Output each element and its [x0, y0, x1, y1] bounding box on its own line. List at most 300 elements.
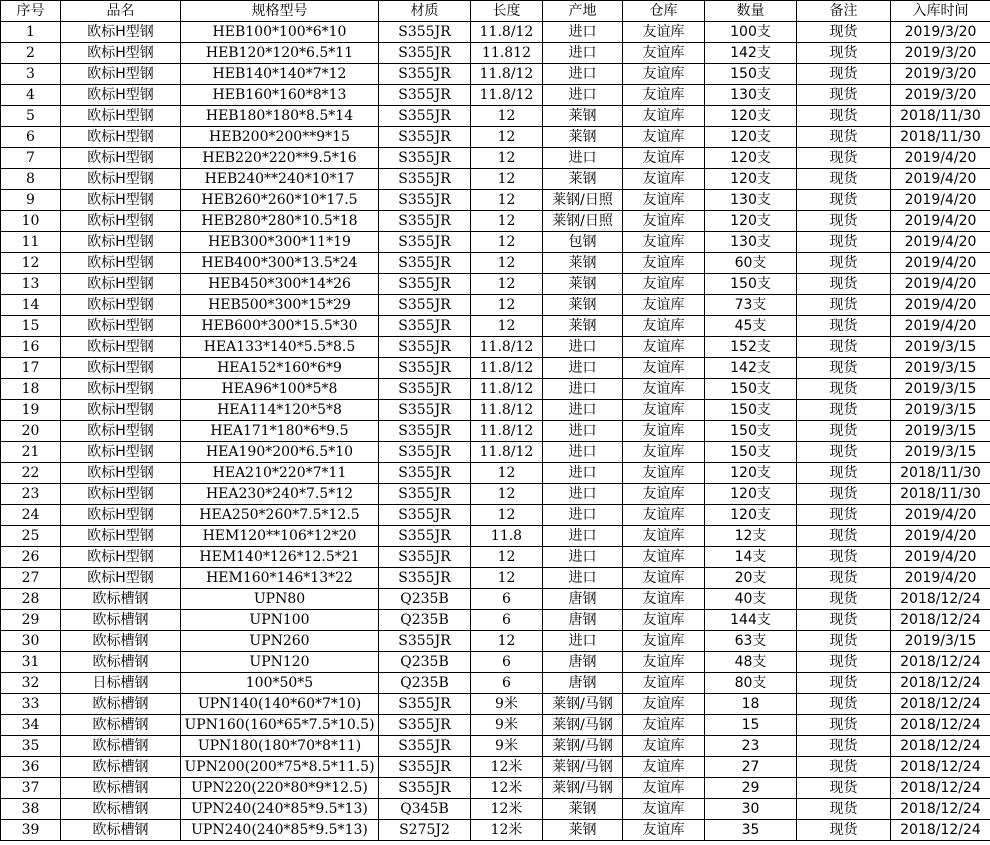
table-row	[1, 64, 990, 85]
cell-material: S355JR	[379, 22, 471, 43]
cell-date: 2018/12/24	[891, 757, 990, 778]
cell-length: 12米	[471, 757, 543, 778]
cell-origin: 进口	[543, 568, 623, 589]
cell-spec: HEA230*240*7.5*12	[181, 484, 379, 505]
cell-remark: 现货	[797, 127, 891, 148]
cell-warehouse: 友谊库	[623, 295, 705, 316]
cell-warehouse: 友谊库	[623, 22, 705, 43]
cell-quantity: 150支	[705, 274, 797, 295]
cell-warehouse: 友谊库	[623, 106, 705, 127]
cell-material: S355JR	[379, 547, 471, 568]
cell-length: 11.812	[471, 43, 543, 64]
cell-length: 12米	[471, 778, 543, 799]
table-row	[1, 736, 990, 757]
table-row	[1, 673, 990, 694]
cell-material: S355JR	[379, 421, 471, 442]
cell-remark: 现货	[797, 295, 891, 316]
cell-name: 欧标H型钢	[61, 568, 181, 589]
cell-remark: 现货	[797, 463, 891, 484]
cell-remark: 现货	[797, 484, 891, 505]
cell-warehouse: 友谊库	[623, 568, 705, 589]
cell-name: 欧标槽钢	[61, 631, 181, 652]
cell-remark: 现货	[797, 673, 891, 694]
cell-remark: 现货	[797, 421, 891, 442]
table-row	[1, 547, 990, 568]
cell-quantity: 142支	[705, 43, 797, 64]
cell-material: S355JR	[379, 85, 471, 106]
cell-name: 欧标H型钢	[61, 337, 181, 358]
cell-quantity: 120支	[705, 211, 797, 232]
cell-no: 12	[1, 253, 61, 274]
cell-spec: HEM160*146*13*22	[181, 568, 379, 589]
cell-quantity: 120支	[705, 505, 797, 526]
cell-date: 2019/3/20	[891, 43, 990, 64]
table-row	[1, 379, 990, 400]
cell-name: 欧标槽钢	[61, 715, 181, 736]
table-row	[1, 22, 990, 43]
cell-name: 欧标槽钢	[61, 694, 181, 715]
cell-origin: 进口	[543, 484, 623, 505]
cell-length: 12	[471, 295, 543, 316]
cell-length: 12米	[471, 799, 543, 820]
cell-spec: HEB220*220**9.5*16	[181, 148, 379, 169]
cell-no: 7	[1, 148, 61, 169]
header-length: 长度	[471, 1, 543, 22]
cell-origin: 进口	[543, 379, 623, 400]
cell-no: 29	[1, 610, 61, 631]
cell-date: 2019/4/20	[891, 148, 990, 169]
cell-length: 11.8/12	[471, 442, 543, 463]
table-row	[1, 43, 990, 64]
cell-origin: 莱钢	[543, 274, 623, 295]
cell-warehouse: 友谊库	[623, 232, 705, 253]
cell-spec: HEB120*120*6.5*11	[181, 43, 379, 64]
cell-quantity: 130支	[705, 85, 797, 106]
cell-material: S355JR	[379, 295, 471, 316]
cell-origin: 莱钢	[543, 295, 623, 316]
cell-warehouse: 友谊库	[623, 253, 705, 274]
cell-no: 30	[1, 631, 61, 652]
cell-origin: 进口	[543, 547, 623, 568]
cell-date: 2018/11/30	[891, 463, 990, 484]
cell-length: 6	[471, 589, 543, 610]
cell-remark: 现货	[797, 589, 891, 610]
cell-material: S355JR	[379, 106, 471, 127]
cell-warehouse: 友谊库	[623, 526, 705, 547]
cell-length: 11.8/12	[471, 379, 543, 400]
header-name: 品名	[61, 1, 181, 22]
cell-no: 8	[1, 169, 61, 190]
cell-date: 2019/3/15	[891, 379, 990, 400]
cell-material: S355JR	[379, 274, 471, 295]
cell-origin: 进口	[543, 442, 623, 463]
cell-no: 4	[1, 85, 61, 106]
cell-spec: HEB200*200**9*15	[181, 127, 379, 148]
cell-date: 2018/11/30	[891, 484, 990, 505]
cell-no: 24	[1, 505, 61, 526]
cell-spec: UPN100	[181, 610, 379, 631]
cell-date: 2019/3/15	[891, 421, 990, 442]
cell-material: Q235B	[379, 610, 471, 631]
cell-quantity: 120支	[705, 484, 797, 505]
cell-length: 12	[471, 505, 543, 526]
cell-origin: 唐钢	[543, 652, 623, 673]
table-row	[1, 148, 990, 169]
cell-material: S355JR	[379, 190, 471, 211]
cell-origin: 莱钢	[543, 820, 623, 841]
cell-warehouse: 友谊库	[623, 400, 705, 421]
cell-origin: 进口	[543, 358, 623, 379]
table-row	[1, 631, 990, 652]
cell-no: 13	[1, 274, 61, 295]
cell-quantity: 150支	[705, 442, 797, 463]
cell-length: 11.8/12	[471, 337, 543, 358]
cell-spec: HEA152*160*6*9	[181, 358, 379, 379]
cell-no: 11	[1, 232, 61, 253]
cell-quantity: 130支	[705, 232, 797, 253]
cell-origin: 唐钢	[543, 673, 623, 694]
cell-remark: 现货	[797, 757, 891, 778]
cell-length: 9米	[471, 715, 543, 736]
cell-quantity: 23	[705, 736, 797, 757]
cell-origin: 进口	[543, 148, 623, 169]
cell-date: 2018/12/24	[891, 799, 990, 820]
cell-remark: 现货	[797, 526, 891, 547]
cell-origin: 唐钢	[543, 589, 623, 610]
cell-origin: 莱钢	[543, 127, 623, 148]
cell-warehouse: 友谊库	[623, 799, 705, 820]
cell-warehouse: 友谊库	[623, 736, 705, 757]
cell-warehouse: 友谊库	[623, 631, 705, 652]
cell-spec: HEB260*260*10*17.5	[181, 190, 379, 211]
cell-spec: HEA133*140*5.5*8.5	[181, 337, 379, 358]
cell-origin: 莱钢/马钢	[543, 694, 623, 715]
cell-spec: HEB100*100*6*10	[181, 22, 379, 43]
cell-material: S355JR	[379, 694, 471, 715]
cell-no: 32	[1, 673, 61, 694]
cell-material: S355JR	[379, 505, 471, 526]
cell-name: 欧标槽钢	[61, 589, 181, 610]
cell-length: 6	[471, 610, 543, 631]
cell-date: 2018/12/24	[891, 610, 990, 631]
cell-material: S355JR	[379, 148, 471, 169]
cell-spec: HEB140*140*7*12	[181, 64, 379, 85]
cell-date: 2018/12/24	[891, 820, 990, 841]
cell-quantity: 45支	[705, 316, 797, 337]
cell-length: 12	[471, 316, 543, 337]
cell-remark: 现货	[797, 505, 891, 526]
cell-date: 2018/12/24	[891, 694, 990, 715]
table-row	[1, 505, 990, 526]
cell-quantity: 35	[705, 820, 797, 841]
cell-no: 16	[1, 337, 61, 358]
cell-name: 欧标H型钢	[61, 505, 181, 526]
cell-remark: 现货	[797, 358, 891, 379]
cell-quantity: 150支	[705, 379, 797, 400]
cell-date: 2019/4/20	[891, 253, 990, 274]
cell-no: 10	[1, 211, 61, 232]
header-spec: 规格型号	[181, 1, 379, 22]
cell-remark: 现货	[797, 379, 891, 400]
cell-remark: 现货	[797, 736, 891, 757]
cell-name: 欧标H型钢	[61, 442, 181, 463]
table-row	[1, 757, 990, 778]
cell-material: S355JR	[379, 400, 471, 421]
cell-length: 12	[471, 463, 543, 484]
table-row	[1, 799, 990, 820]
table-row	[1, 127, 990, 148]
cell-warehouse: 友谊库	[623, 757, 705, 778]
cell-warehouse: 友谊库	[623, 379, 705, 400]
cell-material: S355JR	[379, 253, 471, 274]
cell-date: 2018/12/24	[891, 778, 990, 799]
cell-spec: HEA210*220*7*11	[181, 463, 379, 484]
cell-length: 12米	[471, 820, 543, 841]
cell-spec: UPN220(220*80*9*12.5)	[181, 778, 379, 799]
table-row	[1, 526, 990, 547]
cell-remark: 现货	[797, 652, 891, 673]
cell-length: 11.8/12	[471, 64, 543, 85]
cell-date: 2018/12/24	[891, 736, 990, 757]
cell-length: 9米	[471, 736, 543, 757]
cell-spec: UPN260	[181, 631, 379, 652]
cell-date: 2019/4/20	[891, 526, 990, 547]
table-body	[1, 22, 990, 841]
cell-origin: 进口	[543, 400, 623, 421]
cell-remark: 现货	[797, 610, 891, 631]
cell-length: 12	[471, 631, 543, 652]
cell-quantity: 120支	[705, 148, 797, 169]
cell-material: S355JR	[379, 757, 471, 778]
cell-no: 26	[1, 547, 61, 568]
cell-warehouse: 友谊库	[623, 820, 705, 841]
cell-origin: 进口	[543, 64, 623, 85]
cell-remark: 现货	[797, 568, 891, 589]
cell-quantity: 150支	[705, 421, 797, 442]
table-row	[1, 694, 990, 715]
header-warehouse: 仓库	[623, 1, 705, 22]
cell-spec: UPN240(240*85*9.5*13)	[181, 799, 379, 820]
cell-material: Q235B	[379, 673, 471, 694]
cell-material: S355JR	[379, 715, 471, 736]
cell-remark: 现货	[797, 547, 891, 568]
cell-origin: 进口	[543, 526, 623, 547]
cell-warehouse: 友谊库	[623, 547, 705, 568]
cell-material: S355JR	[379, 568, 471, 589]
table-row	[1, 169, 990, 190]
table-row	[1, 337, 990, 358]
cell-quantity: 29	[705, 778, 797, 799]
cell-quantity: 20支	[705, 568, 797, 589]
cell-warehouse: 友谊库	[623, 85, 705, 106]
cell-length: 11.8/12	[471, 400, 543, 421]
cell-material: Q235B	[379, 589, 471, 610]
cell-spec: HEA96*100*5*8	[181, 379, 379, 400]
cell-material: S355JR	[379, 736, 471, 757]
cell-warehouse: 友谊库	[623, 463, 705, 484]
cell-material: S355JR	[379, 463, 471, 484]
cell-warehouse: 友谊库	[623, 442, 705, 463]
cell-no: 9	[1, 190, 61, 211]
cell-material: S355JR	[379, 211, 471, 232]
cell-no: 37	[1, 778, 61, 799]
cell-warehouse: 友谊库	[623, 778, 705, 799]
cell-no: 14	[1, 295, 61, 316]
cell-remark: 现货	[797, 43, 891, 64]
cell-spec: HEB240**240*10*17	[181, 169, 379, 190]
cell-material: S355JR	[379, 358, 471, 379]
cell-warehouse: 友谊库	[623, 148, 705, 169]
cell-warehouse: 友谊库	[623, 64, 705, 85]
cell-material: S355JR	[379, 316, 471, 337]
cell-material: S355JR	[379, 64, 471, 85]
cell-length: 12	[471, 127, 543, 148]
cell-date: 2019/4/20	[891, 568, 990, 589]
cell-origin: 进口	[543, 43, 623, 64]
cell-date: 2019/3/15	[891, 358, 990, 379]
cell-no: 1	[1, 22, 61, 43]
cell-warehouse: 友谊库	[623, 274, 705, 295]
cell-remark: 现货	[797, 820, 891, 841]
cell-origin: 进口	[543, 421, 623, 442]
table-row	[1, 253, 990, 274]
cell-quantity: 120支	[705, 169, 797, 190]
cell-origin: 唐钢	[543, 610, 623, 631]
cell-name: 欧标H型钢	[61, 64, 181, 85]
cell-name: 欧标H型钢	[61, 232, 181, 253]
cell-no: 20	[1, 421, 61, 442]
cell-warehouse: 友谊库	[623, 211, 705, 232]
cell-remark: 现货	[797, 274, 891, 295]
cell-quantity: 40支	[705, 589, 797, 610]
cell-no: 36	[1, 757, 61, 778]
cell-length: 12	[471, 148, 543, 169]
cell-material: S355JR	[379, 43, 471, 64]
cell-warehouse: 友谊库	[623, 505, 705, 526]
cell-quantity: 142支	[705, 358, 797, 379]
cell-remark: 现货	[797, 442, 891, 463]
cell-remark: 现货	[797, 148, 891, 169]
cell-material: Q345B	[379, 799, 471, 820]
cell-warehouse: 友谊库	[623, 694, 705, 715]
cell-origin: 莱钢	[543, 106, 623, 127]
cell-name: 欧标H型钢	[61, 85, 181, 106]
cell-quantity: 120支	[705, 127, 797, 148]
cell-name: 欧标H型钢	[61, 463, 181, 484]
cell-name: 欧标H型钢	[61, 358, 181, 379]
cell-no: 25	[1, 526, 61, 547]
cell-date: 2019/4/20	[891, 232, 990, 253]
cell-no: 15	[1, 316, 61, 337]
cell-quantity: 150支	[705, 64, 797, 85]
cell-length: 11.8/12	[471, 358, 543, 379]
cell-name: 欧标H型钢	[61, 43, 181, 64]
cell-material: S355JR	[379, 127, 471, 148]
cell-material: S355JR	[379, 169, 471, 190]
cell-name: 欧标槽钢	[61, 610, 181, 631]
cell-spec: HEB180*180*8.5*14	[181, 106, 379, 127]
cell-spec: HEB280*280*10.5*18	[181, 211, 379, 232]
cell-no: 3	[1, 64, 61, 85]
cell-quantity: 63支	[705, 631, 797, 652]
cell-warehouse: 友谊库	[623, 673, 705, 694]
cell-origin: 莱钢	[543, 799, 623, 820]
cell-origin: 莱钢	[543, 316, 623, 337]
cell-quantity: 12支	[705, 526, 797, 547]
cell-date: 2018/11/30	[891, 106, 990, 127]
cell-date: 2019/3/20	[891, 64, 990, 85]
cell-no: 35	[1, 736, 61, 757]
cell-length: 6	[471, 673, 543, 694]
cell-origin: 进口	[543, 337, 623, 358]
cell-date: 2019/4/20	[891, 211, 990, 232]
cell-quantity: 130支	[705, 190, 797, 211]
cell-remark: 现货	[797, 211, 891, 232]
header-material: 材质	[379, 1, 471, 22]
cell-quantity: 48支	[705, 652, 797, 673]
cell-length: 12	[471, 568, 543, 589]
cell-date: 2018/12/24	[891, 652, 990, 673]
cell-name: 欧标H型钢	[61, 169, 181, 190]
cell-date: 2019/4/20	[891, 190, 990, 211]
cell-no: 17	[1, 358, 61, 379]
cell-remark: 现货	[797, 169, 891, 190]
cell-name: 欧标H型钢	[61, 190, 181, 211]
cell-material: S355JR	[379, 778, 471, 799]
table-row	[1, 358, 990, 379]
cell-origin: 进口	[543, 85, 623, 106]
cell-name: 欧标H型钢	[61, 547, 181, 568]
cell-spec: HEM140*126*12.5*21	[181, 547, 379, 568]
cell-remark: 现货	[797, 631, 891, 652]
cell-spec: HEA190*200*6.5*10	[181, 442, 379, 463]
cell-origin: 进口	[543, 22, 623, 43]
cell-date: 2018/11/30	[891, 127, 990, 148]
cell-quantity: 27	[705, 757, 797, 778]
cell-quantity: 152支	[705, 337, 797, 358]
cell-origin: 进口	[543, 631, 623, 652]
table-row	[1, 274, 990, 295]
cell-date: 2018/12/24	[891, 715, 990, 736]
cell-length: 6	[471, 652, 543, 673]
cell-no: 2	[1, 43, 61, 64]
cell-name: 欧标H型钢	[61, 484, 181, 505]
cell-length: 11.8/12	[471, 22, 543, 43]
cell-spec: UPN240(240*85*9.5*13)	[181, 820, 379, 841]
table-row	[1, 421, 990, 442]
cell-name: 欧标H型钢	[61, 316, 181, 337]
cell-warehouse: 友谊库	[623, 589, 705, 610]
cell-remark: 现货	[797, 85, 891, 106]
cell-date: 2019/4/20	[891, 295, 990, 316]
cell-date: 2019/4/20	[891, 505, 990, 526]
table-row	[1, 85, 990, 106]
cell-spec: UPN160(160*65*7.5*10.5)	[181, 715, 379, 736]
cell-length: 12	[471, 274, 543, 295]
cell-spec: UPN80	[181, 589, 379, 610]
cell-name: 欧标H型钢	[61, 400, 181, 421]
cell-remark: 现货	[797, 106, 891, 127]
cell-name: 欧标槽钢	[61, 736, 181, 757]
cell-warehouse: 友谊库	[623, 127, 705, 148]
cell-no: 38	[1, 799, 61, 820]
cell-date: 2019/4/20	[891, 169, 990, 190]
cell-material: S355JR	[379, 631, 471, 652]
cell-length: 12	[471, 232, 543, 253]
cell-origin: 莱钢/日照	[543, 190, 623, 211]
cell-date: 2019/3/15	[891, 631, 990, 652]
table-row	[1, 295, 990, 316]
